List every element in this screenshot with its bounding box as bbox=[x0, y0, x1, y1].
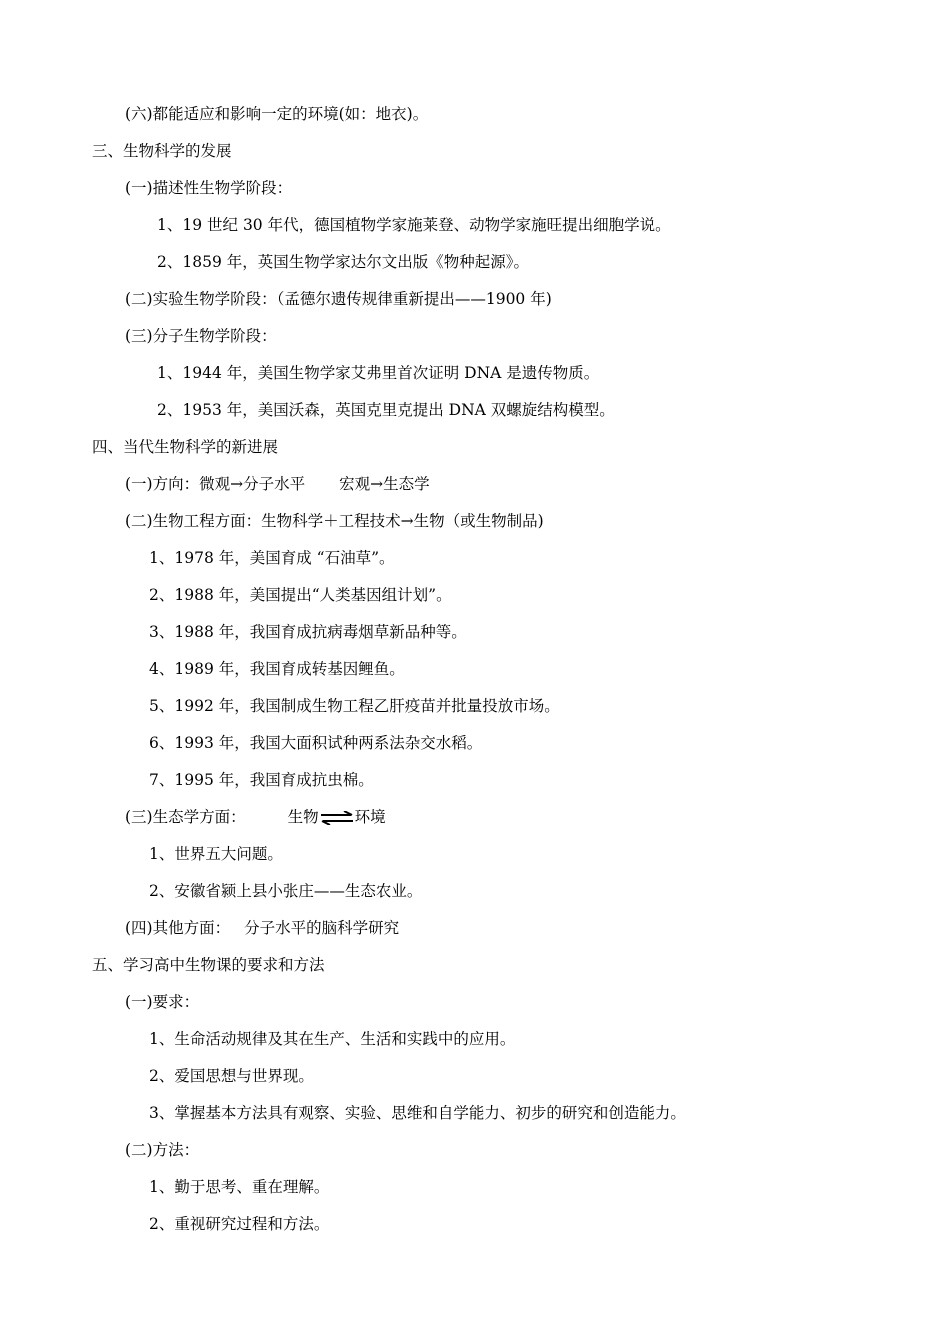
list-item: 1、19 世纪 30 年代，德国植物学家施莱登、动物学家施旺提出细胞学说。 bbox=[157, 216, 671, 234]
list-item: 2、爱国思想与世界现。 bbox=[149, 1067, 314, 1085]
list-item: 4、1989 年，我国育成转基因鲤鱼。 bbox=[149, 660, 405, 678]
subsection-line bbox=[125, 474, 430, 494]
ecology-label: (三)生态学方面： bbox=[125, 808, 246, 826]
list-item: 3、掌握基本方法具有观察、实验、思维和自学能力、初步的研究和创造能力。 bbox=[149, 1104, 686, 1122]
subsection-line bbox=[125, 807, 386, 827]
list-item: 2、安徽省颍上县小张庄——生态农业。 bbox=[149, 882, 423, 900]
subsection-heading: (二)实验生物学阶段：（孟德尔遗传规律重新提出——1900 年) bbox=[125, 290, 552, 308]
section-heading: 五、学习高中生物课的要求和方法 bbox=[92, 956, 325, 974]
environment-label: 环境 bbox=[354, 808, 386, 826]
organism-label: 生物 bbox=[287, 808, 319, 826]
list-item: 5、1992 年，我国制成生物工程乙肝疫苗并批量投放市场。 bbox=[149, 697, 560, 715]
list-item: 3、1988 年，我国育成抗病毒烟草新品种等。 bbox=[149, 623, 467, 641]
subsection-heading: (一)描述性生物学阶段： bbox=[125, 179, 293, 197]
list-item: 2、1953 年，美国沃森，英国克里克提出 DNA 双螺旋结构模型。 bbox=[157, 401, 615, 419]
text-line: (六)都能适应和影响一定的环境(如：地衣)。 bbox=[125, 105, 429, 123]
subsection-line bbox=[125, 918, 399, 938]
subsection-heading: (二)生物工程方面：生物科学＋工程技术→生物（或生物制品) bbox=[125, 512, 544, 530]
list-item: 1、世界五大问题。 bbox=[149, 845, 283, 863]
list-item: 1、生命活动规律及其在生产、生活和实践中的应用。 bbox=[149, 1030, 516, 1048]
list-item: 7、1995 年，我国育成抗虫棉。 bbox=[149, 771, 374, 789]
other-label: (四)其他方面： bbox=[125, 919, 231, 937]
equilibrium-arrow-icon bbox=[320, 811, 354, 825]
direction-micro: (一)方向：微观→分子水平 bbox=[125, 475, 306, 493]
other-content: 分子水平的脑科学研究 bbox=[244, 919, 400, 937]
list-item: 1、1944 年，美国生物学家艾弗里首次证明 DNA 是遗传物质。 bbox=[157, 364, 600, 382]
list-item: 2、1988 年，美国提出“人类基因组计划”。 bbox=[149, 586, 452, 604]
list-item: 6、1993 年，我国大面积试种两系法杂交水稻。 bbox=[149, 734, 483, 752]
direction-macro: 宏观→生态学 bbox=[339, 475, 430, 493]
list-item: 1、勤于思考、重在理解。 bbox=[149, 1178, 330, 1196]
section-heading: 三、生物科学的发展 bbox=[92, 142, 232, 160]
subsection-heading: (二)方法： bbox=[125, 1141, 200, 1159]
section-heading: 四、当代生物科学的新进展 bbox=[92, 438, 279, 456]
list-item: 1、1978 年，美国育成 “石油草”。 bbox=[149, 549, 395, 567]
subsection-heading: (三)分子生物学阶段： bbox=[125, 327, 277, 345]
subsection-heading: (一)要求： bbox=[125, 993, 200, 1011]
list-item: 2、1859 年，英国生物学家达尔文出版《物种起源》。 bbox=[157, 253, 529, 271]
list-item: 2、重视研究过程和方法。 bbox=[149, 1215, 330, 1233]
